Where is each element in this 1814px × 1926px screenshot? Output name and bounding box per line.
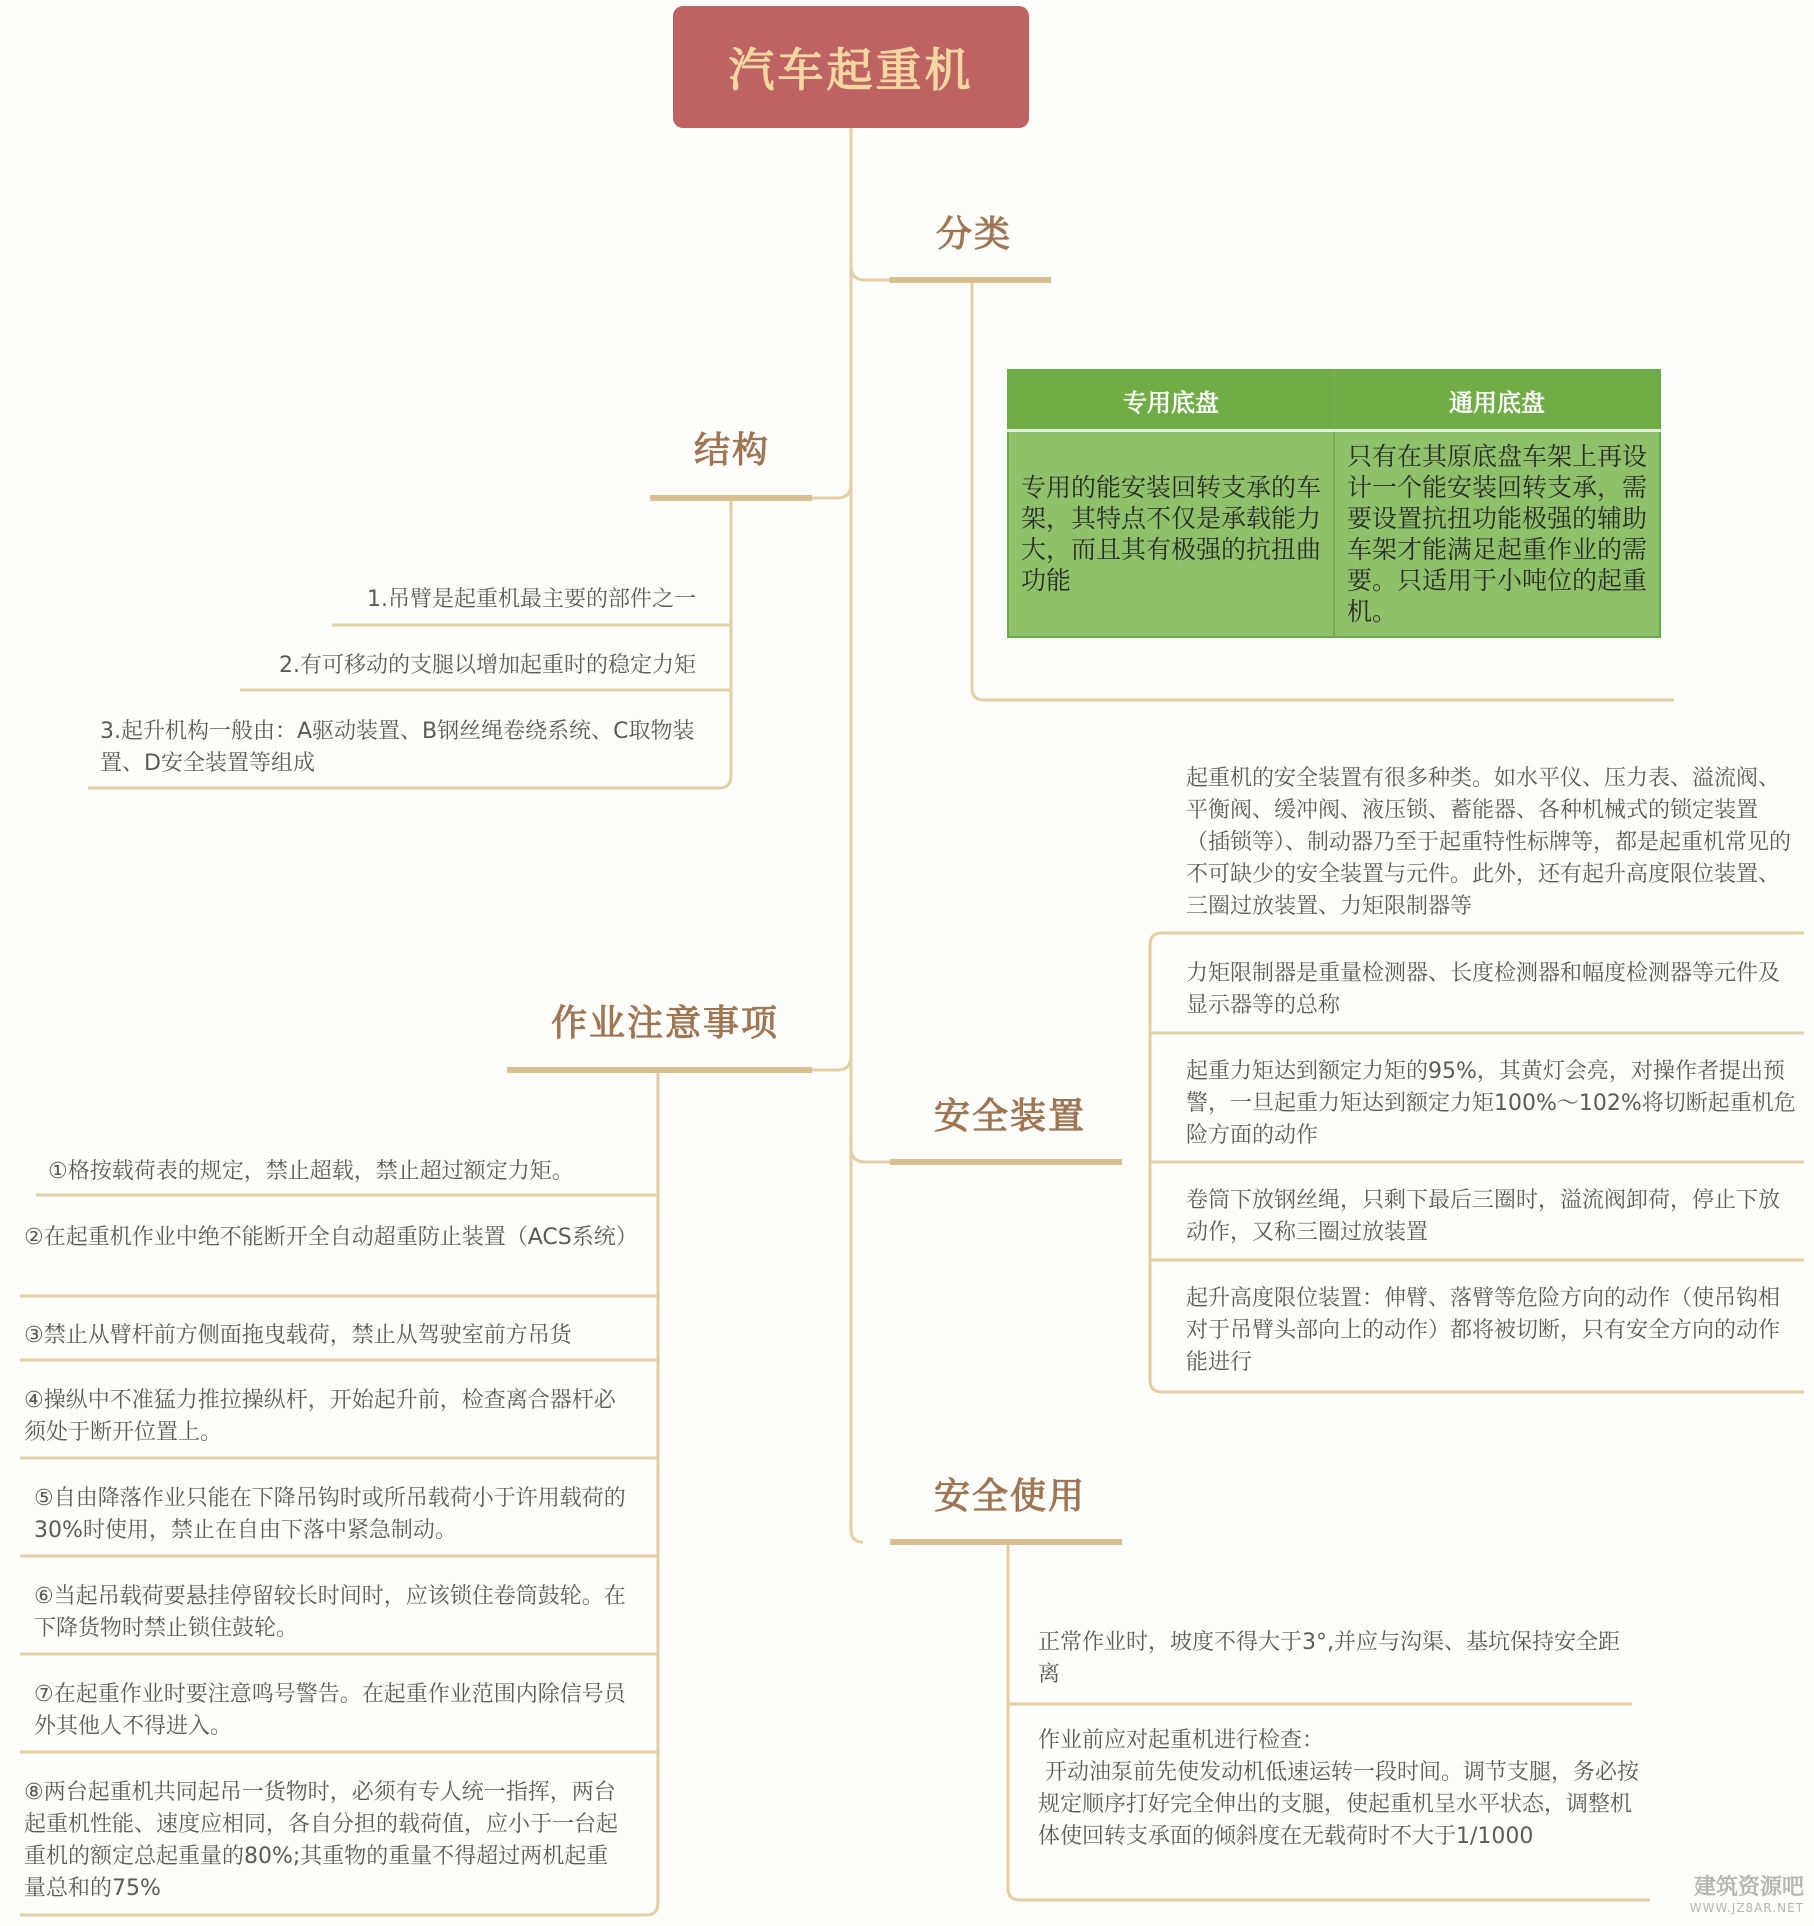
trunk-line [851,128,863,1542]
branch-safety-devices-title: 安全装置 [934,1096,1087,1137]
table-header-general-chassis: 通用底盘 [1334,370,1660,431]
classification-table [1007,369,1661,638]
watermark-url: WWW.JZ8AR.NET [1689,1901,1804,1915]
safe-use-item-2: 作业前应对起重机进行检查： 开动油泵前先使发动机低速运转一段时间。调节支腿，务必按规定顺序打好完全伸出的支腿，使起重机呈水平状态，调整机体使回转支承面的倾斜度在无载荷时不大于1/1000 [1038,1728,1640,1849]
branch-structure[interactable] [694,422,770,473]
precaution-item-6: ⑥当起吊载荷要悬挂停留较长时间时，应该锁住卷筒鼓轮。在下降货物时禁止锁住鼓轮。 [34,1584,626,1641]
table-cell-general-chassis: 只有在其原底盘车架上再设计一个能安装回转支承，需要设置抗扭功能极强的辅助车架才能满足起重作业的需要。只适用于小吨位的起重机。 [1334,431,1660,638]
branch-precautions-title: 作业注意事项 [551,1003,780,1044]
table-cell-special-chassis: 专用的能安装回转支承的车架，其特点不仅是承载能力大，而且其有极强的抗扭曲功能 [1008,431,1334,638]
structure-item-1: 1.吊臂是起重机最主要的部件之一 [367,587,696,612]
precaution-item-8: ⑧两台起重机共同起吊一货物时，必须有专人统一指挥，两台起重机性能、速度应相同，各自分担的载荷值，应小于一台起重机的额定总起重量的80%;其重物的重量不得超过两机起重量总和的75% [24,1780,619,1901]
safety-device-item-3: 起重力矩达到额定力矩的95%，其黄灯会亮，对操作者提出预警，一旦起重力矩达到额定力矩100%～102%将切断起重机危险方面的动作 [1186,1059,1796,1148]
safety-device-item-1: 起重机的安全装置有很多种类。如水平仪、压力表、溢流阀、平衡阀、缓冲阀、液压锁、蓄能器、各种机械式的锁定装置（插锁等）、制动器乃至于起重特性标牌等，都是起重机常见的不可缺少的安全装置与元件。此外，还有起升高度限位装置、三圈过放装置、力矩限制器等 [1186,766,1792,919]
safety-devices-bottom [1150,1380,1804,1392]
precaution-item-7: ⑦在起重作业时要注意鸣号警告。在起重作业范围内除信号员外其他人不得进入。 [34,1682,626,1739]
branch-precautions[interactable] [551,995,779,1046]
branch-safe-use-title: 安全使用 [934,1476,1087,1517]
precaution-item-4: ④操纵中不准猛力推拉操纵杆，开始起升前，检查离合器杆必须处于断开位置上。 [24,1388,616,1445]
safety-device-item-4: 卷筒下放钢丝绳，只剩下最后三圈时，溢流阀卸荷，停止下放动作，又称三圈过放装置 [1186,1188,1781,1245]
precautions-connector [812,1056,851,1070]
watermark [1689,1875,1804,1918]
root-title: 汽车起重机 [728,43,974,97]
precaution-item-2: ②在起重机作业中绝不能断开全自动超重防止装置（ACS系统） [24,1225,638,1250]
structure-connector [812,484,851,498]
branch-structure-title: 结构 [694,430,771,471]
branch-classification-title: 分类 [936,214,1013,255]
safety-devices-connector [851,1148,890,1162]
precaution-item-3: ③禁止从臂杆前方侧面拖曳载荷，禁止从驾驶室前方吊货 [24,1323,572,1348]
branch-safe-use[interactable] [934,1468,1086,1519]
safe-use-item-1: 正常作业时，坡度不得大于3°,并应与沟渠、基坑保持安全距离 [1038,1630,1620,1687]
safety-device-item-5: 起升高度限位装置：伸臂、落臂等危险方向的动作（使吊钩相对于吊臂头部向上的动作）都将被切断，只有安全方向的动作能进行 [1186,1286,1781,1375]
table-header-special-chassis: 专用底盘 [1008,370,1334,431]
precaution-item-1: ①格按载荷表的规定，禁止超载，禁止超过额定力矩。 [48,1159,574,1184]
branch-safety-devices[interactable] [934,1088,1086,1139]
safety-device-item-2: 力矩限制器是重量检测器、长度检测器和幅度检测器等元件及显示器等的总称 [1186,961,1781,1018]
structure-item-3: 3.起升机构一般由：A驱动装置、B钢丝绳卷绕系统、C取物装置、D安全装置等组成 [100,719,695,776]
root-node[interactable] [673,6,1029,128]
classification-connector [851,266,890,280]
precaution-item-5: ⑤自由降落作业只能在下降吊钩时或所吊载荷小于许用载荷的30%时使用，禁止在自由下落中紧急制动。 [34,1486,626,1543]
branch-classification[interactable] [936,206,1012,257]
structure-item-2: 2.有可移动的支腿以增加起重时的稳定力矩 [279,653,696,678]
watermark-name: 建筑资源吧 [1693,1875,1804,1900]
